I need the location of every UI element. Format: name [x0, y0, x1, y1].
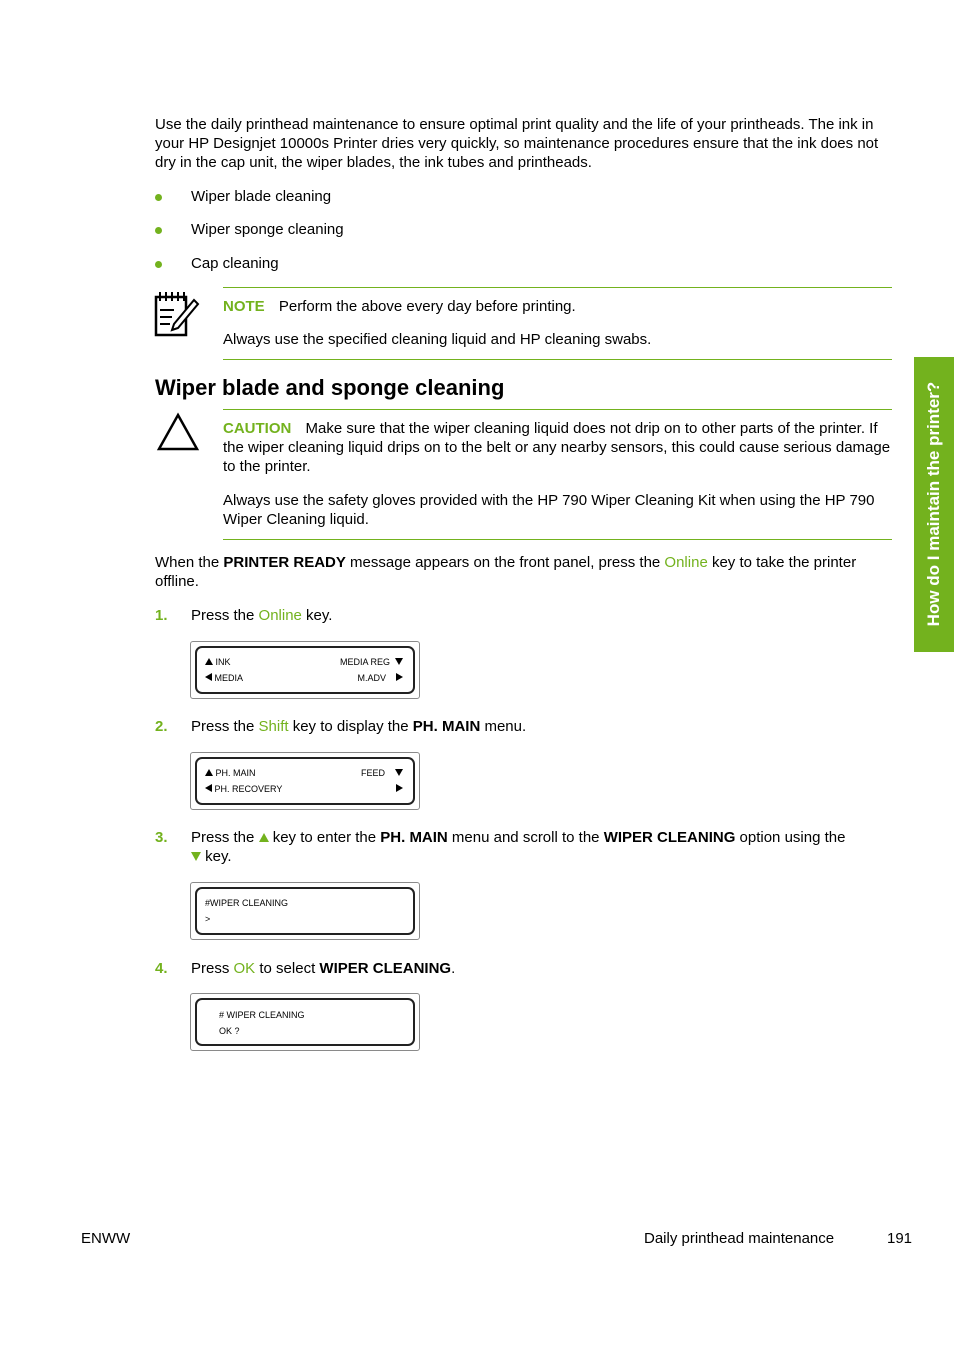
note-bottom-rule [223, 359, 892, 360]
note-line-2: Always use the specified cleaning liquid and HP cleaning swabs. [223, 331, 652, 348]
front-panel-display-1: INK MEDIA REG MEDIA M.ADV [190, 641, 420, 699]
step-number: 2. [155, 718, 168, 735]
notepad-icon [154, 290, 200, 338]
green-up-arrow-icon [259, 833, 269, 842]
note-label: NOTE [223, 298, 265, 315]
bullet-icon [155, 261, 162, 268]
right-arrow-icon [396, 673, 403, 681]
down-arrow-icon [395, 769, 403, 776]
chapter-side-tab: How do I maintain the printer? [914, 357, 954, 652]
down-arrow-icon [395, 658, 403, 665]
intro-paragraph: Use the daily printhead maintenance to ensure optimal print quality and the life of your printheads. The ink in your HP Designjet 10000s Printer dries very quickly, so maintenance procedures ensure that the ink does not dry in the cap unit, the wiper blades, the ink tubes and printheads. [155, 116, 879, 171]
caution-bottom-rule [223, 539, 892, 540]
footer-left: ENWW [81, 1230, 131, 1247]
caution-paragraph-2: Always use the safety gloves provided with the HP 790 Wiper Cleaning Kit when using the HP 790 Wiper Cleaning liquid. [223, 492, 875, 528]
caution-top-rule [223, 409, 892, 410]
left-arrow-icon [205, 784, 212, 792]
step-2-text: Press the Shift key to display the PH. MAIN menu. [191, 718, 527, 735]
step-number: 1. [155, 607, 168, 624]
step-number: 3. [155, 829, 168, 846]
section-heading: Wiper blade and sponge cleaning [155, 375, 505, 400]
front-panel-display-4: # WIPER CLEANING OK ? [190, 993, 420, 1051]
note-line-1: NOTE Perform the above every day before printing. [223, 298, 576, 315]
page-number: 191 [887, 1230, 913, 1247]
right-arrow-icon [396, 784, 403, 792]
footer-section: Daily printhead maintenance [644, 1230, 835, 1247]
step-3-text: Press the key to enter the PH. MAIN menu and scroll to the WIPER CLEANING option using the key. [191, 829, 846, 865]
caution-triangle-icon [156, 412, 200, 452]
online-key-link: Online [664, 554, 708, 571]
caution-label: CAUTION [223, 420, 292, 437]
note-top-rule [223, 287, 892, 288]
bullet-icon [155, 194, 162, 201]
front-panel-display-3: #WIPER CLEANING > [190, 882, 420, 940]
left-arrow-icon [205, 673, 212, 681]
up-arrow-icon [205, 769, 213, 776]
lead-paragraph: When the PRINTER READY message appears on the front panel, press the Online key to take the printer offline. [155, 554, 857, 590]
front-panel-display-2: PH. MAIN FEED PH. RECOVERY [190, 752, 420, 810]
step-1-text: Press the Online key. [191, 607, 333, 624]
caution-paragraph-1: CAUTION Make sure that the wiper cleaning liquid does not drip on to other parts of the printer. If the wiper cleaning liquid drips on to the belt or any nearby sensors, this could cause serious damage to the printer. [223, 420, 891, 475]
step-4-text: Press OK to select WIPER CLEANING. [191, 960, 456, 977]
step-number: 4. [155, 960, 168, 977]
up-arrow-icon [205, 658, 213, 665]
green-down-arrow-icon [191, 852, 201, 861]
bullet-icon [155, 227, 162, 234]
